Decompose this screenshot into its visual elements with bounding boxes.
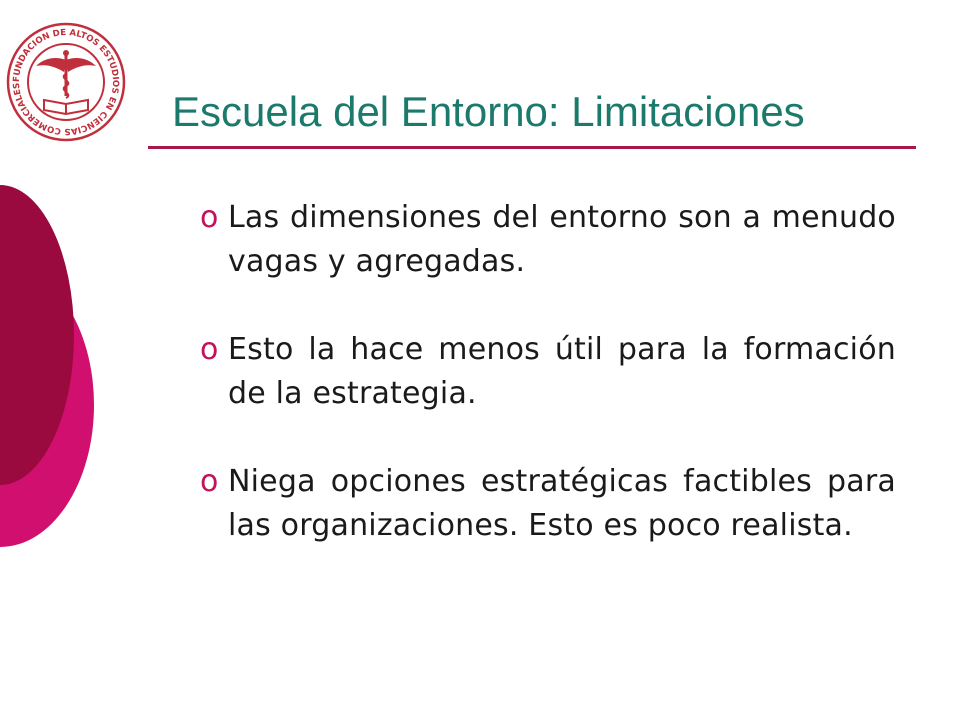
bullet-text: Niega opciones estratégicas factibles para las organizaciones. Esto es poco realista. <box>228 464 896 543</box>
title-underline <box>148 146 916 149</box>
bullet-marker: o <box>200 332 219 367</box>
bullet-marker: o <box>200 464 219 499</box>
bullet-marker: o <box>200 200 219 235</box>
bullet-item <box>194 460 896 548</box>
logo-ring-text: FUNDACION DE ALTOS ESTUDIOS EN CIENCIAS COMERCIALES <box>11 27 121 137</box>
fundacion-logo <box>4 20 128 144</box>
bullet-text: Esto la hace menos útil para la formación de la estrategia. <box>228 332 896 411</box>
bullet-item <box>194 328 896 416</box>
slide-title: Escuela del Entorno: Limitaciones <box>172 88 805 135</box>
bullet-item <box>194 196 896 284</box>
bullet-text: Las dimensiones del entorno son a menudo vagas y agregadas. <box>228 200 896 279</box>
bullet-list <box>194 196 896 592</box>
